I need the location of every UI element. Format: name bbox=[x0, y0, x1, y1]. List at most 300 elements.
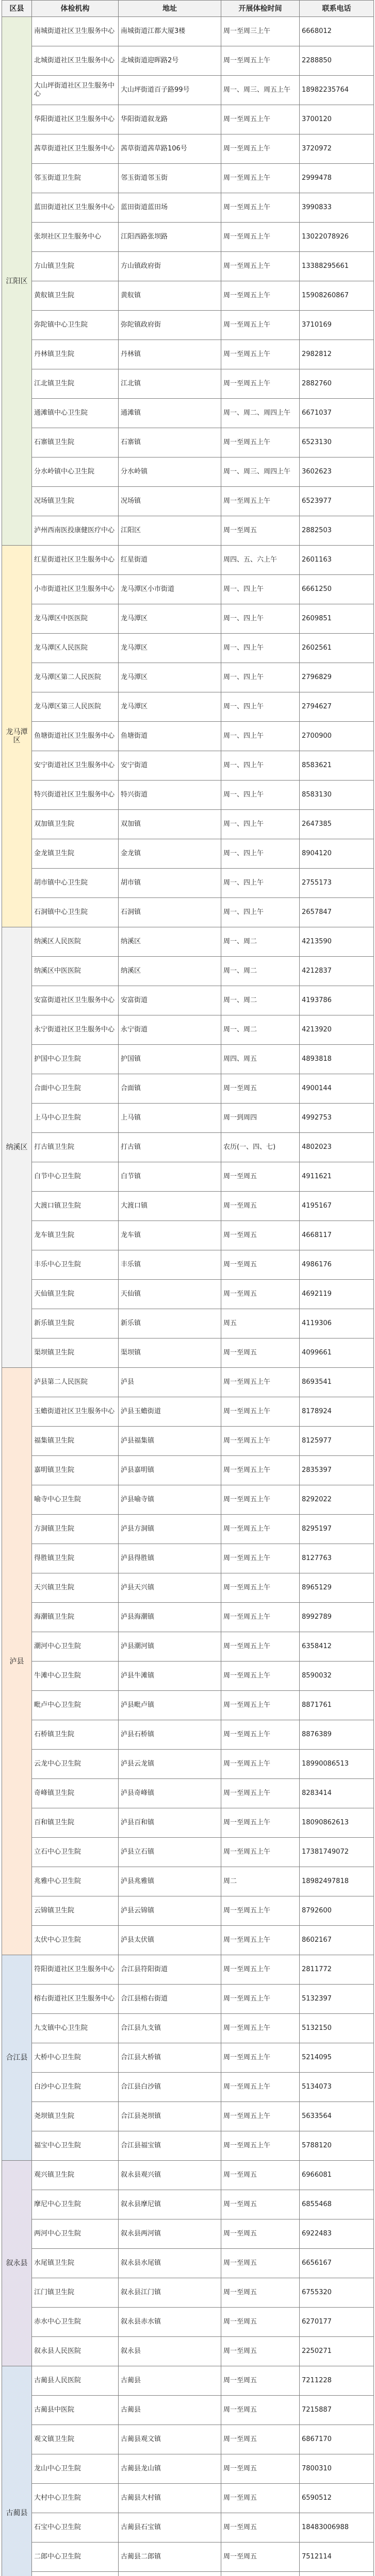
time-cell: 周一至周五上午 bbox=[221, 1397, 300, 1427]
address-cell: 合面镇 bbox=[119, 1074, 221, 1104]
time-cell: 周一至周五上午 bbox=[221, 105, 300, 134]
address-cell: 泸县天兴镇 bbox=[119, 1573, 221, 1603]
time-cell: 周一至周五 bbox=[221, 2396, 300, 2425]
address-cell: 合江县大桥镇 bbox=[119, 2043, 221, 2073]
table-row bbox=[2, 1338, 374, 1368]
institution-cell: 赤水中心卫生院 bbox=[32, 2308, 119, 2337]
time-cell: 周一至周五 bbox=[221, 516, 300, 546]
institution-cell: 安宁街道社区卫生服务中心 bbox=[32, 751, 119, 781]
address-cell: 丹林镇 bbox=[119, 340, 221, 369]
table-row bbox=[2, 17, 374, 46]
address-cell: 白节镇 bbox=[119, 1162, 221, 1192]
phone-cell: 2811772 bbox=[300, 1955, 374, 1985]
checkup-institution-table bbox=[2, 0, 374, 2576]
table-row bbox=[2, 1838, 374, 1867]
time-cell: 周一至周五 bbox=[221, 1074, 300, 1104]
institution-cell: 小市街道社区卫生服务中心 bbox=[32, 575, 119, 604]
phone-cell: 8583621 bbox=[300, 751, 374, 781]
phone-cell: 3990833 bbox=[300, 193, 374, 223]
institution-cell: 打古镇卫生院 bbox=[32, 1133, 119, 1162]
institution-cell: 张坝社区卫生服务中心 bbox=[32, 223, 119, 252]
phone-cell: 8876389 bbox=[300, 1720, 374, 1750]
table-row bbox=[2, 1015, 374, 1045]
institution-cell: 大山坪街道社区卫生服务中心 bbox=[32, 76, 119, 105]
table-row bbox=[2, 1162, 374, 1192]
address-cell: 纳溪区 bbox=[119, 927, 221, 957]
phone-cell: 15908260867 bbox=[300, 281, 374, 311]
table-row bbox=[2, 2543, 374, 2572]
table-row bbox=[2, 575, 374, 604]
phone-cell: 8125977 bbox=[300, 1427, 374, 1456]
address-cell: 新乐镇 bbox=[119, 1309, 221, 1338]
phone-cell: 8871761 bbox=[300, 1691, 374, 1720]
table-row bbox=[2, 223, 374, 252]
phone-cell: 6590512 bbox=[300, 2484, 374, 2513]
table-row bbox=[2, 1368, 374, 1397]
phone-cell: 2999478 bbox=[300, 164, 374, 193]
institution-cell: 大桥中心卫生院 bbox=[32, 2043, 119, 2073]
address-cell: 胡市镇 bbox=[119, 869, 221, 898]
institution-cell: 石宝中心卫生院 bbox=[32, 2513, 119, 2543]
table-row bbox=[2, 311, 374, 340]
institution-cell: 渠坝镇卫生院 bbox=[32, 1338, 119, 1368]
phone-cell: 5132397 bbox=[300, 1985, 374, 2014]
phone-cell: 3710169 bbox=[300, 311, 374, 340]
time-cell: 周一至周五上午 bbox=[221, 1720, 300, 1750]
time-cell: 周一至周三上午 bbox=[221, 17, 300, 46]
phone-cell: 8178924 bbox=[300, 1397, 374, 1427]
address-cell: 龙马潭区 bbox=[119, 692, 221, 722]
table-row bbox=[2, 1133, 374, 1162]
table-row bbox=[2, 134, 374, 164]
institution-cell: 邻玉街道卫生院 bbox=[32, 164, 119, 193]
time-cell: 周一至周五上午 bbox=[221, 1427, 300, 1456]
time-cell: 周一至周五上午 bbox=[221, 2073, 300, 2102]
time-cell: 周五 bbox=[221, 1309, 300, 1338]
time-cell: 周一至周五 bbox=[221, 1221, 300, 1250]
address-cell: 通滩镇 bbox=[119, 399, 221, 428]
phone-cell: 4911621 bbox=[300, 1162, 374, 1192]
phone-cell: 6668012 bbox=[300, 17, 374, 46]
institution-cell: 丰乐中心卫生院 bbox=[32, 1250, 119, 1280]
institution-cell: 丹林镇卫生院 bbox=[32, 340, 119, 369]
table-row bbox=[2, 252, 374, 281]
table-row bbox=[2, 2190, 374, 2219]
time-cell: 周一至周五 bbox=[221, 2425, 300, 2454]
header-phone: 联系电话 bbox=[300, 1, 374, 17]
time-cell: 周一、四上午 bbox=[221, 781, 300, 810]
time-cell: 周二 bbox=[221, 1867, 300, 1896]
time-cell: 周一、四上午 bbox=[221, 839, 300, 869]
table-row bbox=[2, 2484, 374, 2513]
institution-cell: 石寨镇卫生院 bbox=[32, 428, 119, 457]
table-row bbox=[2, 957, 374, 986]
institution-cell: 榕右街道社区卫生服务中心 bbox=[32, 1985, 119, 2014]
institution-cell: 符阳街道社区卫生服务中心 bbox=[32, 1955, 119, 1985]
time-cell: 周一至周五上午 bbox=[221, 369, 300, 399]
institution-cell: 龙马潭区第二人民医院 bbox=[32, 663, 119, 692]
time-cell: 周一至周五上午 bbox=[221, 1779, 300, 1808]
institution-cell: 龙马潭区人民医院 bbox=[32, 634, 119, 663]
phone-cell: 3602623 bbox=[300, 457, 374, 487]
time-cell: 周一至周五 bbox=[221, 1192, 300, 1221]
table-row bbox=[2, 546, 374, 575]
address-cell: 泸县立石镇 bbox=[119, 1838, 221, 1867]
address-cell: 龙马潭区 bbox=[119, 634, 221, 663]
address-cell: 江阳西路张坝路 bbox=[119, 223, 221, 252]
institution-cell: 鱼塘街道社区卫生服务中心 bbox=[32, 722, 119, 751]
institution-cell: 福宝中心卫生院 bbox=[32, 2131, 119, 2161]
phone-cell: 8283414 bbox=[300, 1779, 374, 1808]
table-row bbox=[2, 2572, 374, 2576]
address-cell: 石洞镇 bbox=[119, 898, 221, 927]
address-cell: 泸县玉蟾街道 bbox=[119, 1397, 221, 1427]
institution-cell: 石洞镇中心卫生院 bbox=[32, 898, 119, 927]
table-row bbox=[2, 1926, 374, 1955]
phone-cell: 5134073 bbox=[300, 2073, 374, 2102]
phone-cell: 7211228 bbox=[300, 2366, 374, 2396]
table-row bbox=[2, 1691, 374, 1720]
address-cell: 丰乐镇 bbox=[119, 1250, 221, 1280]
time-cell: 周一至周五 bbox=[221, 2366, 300, 2396]
table-row bbox=[2, 2513, 374, 2543]
institution-cell: 况场镇卫生院 bbox=[32, 487, 119, 516]
address-cell bbox=[119, 2572, 221, 2576]
address-cell: 特兴街道 bbox=[119, 781, 221, 810]
time-cell: 周一至周五上午 bbox=[221, 1838, 300, 1867]
institution-cell: 太伏中心卫生院 bbox=[32, 1926, 119, 1955]
address-cell: 龙车镇 bbox=[119, 1221, 221, 1250]
time-cell: 周一、四上午 bbox=[221, 810, 300, 839]
institution-cell: 特兴街道社区卫生服务中心 bbox=[32, 781, 119, 810]
time-cell: 周一至周五上午 bbox=[221, 164, 300, 193]
address-cell: 况场镇 bbox=[119, 487, 221, 516]
table-row bbox=[2, 281, 374, 311]
institution-cell: 华阳街道社区卫生服务中心 bbox=[32, 105, 119, 134]
address-cell: 江阳区 bbox=[119, 516, 221, 546]
institution-cell: 双加镇卫生院 bbox=[32, 810, 119, 839]
phone-cell: 2647385 bbox=[300, 810, 374, 839]
institution-cell: 弥陀镇中心卫生院 bbox=[32, 311, 119, 340]
institution-cell: 方山镇卫生院 bbox=[32, 252, 119, 281]
time-cell: 周一至周五上午 bbox=[221, 2131, 300, 2161]
time-cell: 周一至周五 bbox=[221, 2454, 300, 2484]
time-cell: 周一、四上午 bbox=[221, 634, 300, 663]
time-cell: 周一至周五上午 bbox=[221, 193, 300, 223]
phone-cell: 8792600 bbox=[300, 1896, 374, 1926]
phone-cell: 17381749072 bbox=[300, 1838, 374, 1867]
address-cell: 古蔺县大村镇 bbox=[119, 2484, 221, 2513]
institution-cell: 云锦镇卫生院 bbox=[32, 1896, 119, 1926]
time-cell: 周一至周五上午 bbox=[221, 1691, 300, 1720]
address-cell: 古蔺县 bbox=[119, 2366, 221, 2396]
address-cell: 龙马潭区 bbox=[119, 604, 221, 634]
phone-cell: 4692119 bbox=[300, 1280, 374, 1309]
institution-cell: 金龙镇卫生院 bbox=[32, 839, 119, 869]
table-row bbox=[2, 428, 374, 457]
table-row bbox=[2, 1779, 374, 1808]
time-cell: 周一至周五上午 bbox=[221, 1955, 300, 1985]
phone-cell: 6966081 bbox=[300, 2161, 374, 2190]
table-row bbox=[2, 1104, 374, 1133]
address-cell: 叙永县两河镇 bbox=[119, 2219, 221, 2249]
institution-cell: 上马中心卫生院 bbox=[32, 1104, 119, 1133]
address-cell: 泸县百和镇 bbox=[119, 1808, 221, 1838]
institution-cell: 胡市镇中心卫生院 bbox=[32, 869, 119, 898]
table-row bbox=[2, 839, 374, 869]
address-cell: 古蔺县石宝镇 bbox=[119, 2513, 221, 2543]
institution-cell: 奇峰镇卫生院 bbox=[32, 1779, 119, 1808]
region-cell: 纳溪区 bbox=[2, 927, 32, 1368]
phone-cell: 2700900 bbox=[300, 722, 374, 751]
time-cell: 周一、四上午 bbox=[221, 663, 300, 692]
phone-cell: 2657847 bbox=[300, 898, 374, 927]
phone-cell: 4193786 bbox=[300, 986, 374, 1015]
institution-cell: 新乐镇卫生院 bbox=[32, 1309, 119, 1338]
institution-cell: 喻寺中心卫生院 bbox=[32, 1485, 119, 1515]
time-cell: 周一至周五上午 bbox=[221, 1456, 300, 1485]
phone-cell: 5132150 bbox=[300, 2014, 374, 2043]
header-region: 区县 bbox=[2, 1, 32, 17]
institution-cell: 水尾镇卫生院 bbox=[32, 2249, 119, 2278]
address-cell: 泸县云龙镇 bbox=[119, 1750, 221, 1779]
time-cell: 周一至周五上午 bbox=[221, 1603, 300, 1632]
time-cell: 周四、五、六上午 bbox=[221, 546, 300, 575]
time-cell: 周一、周二 bbox=[221, 1015, 300, 1045]
address-cell: 邻玉街道邻玉街 bbox=[119, 164, 221, 193]
institution-cell: 潮河中心卫生院 bbox=[32, 1632, 119, 1662]
institution-cell: 分水岭镇中心卫生院 bbox=[32, 457, 119, 487]
time-cell: 周一至周五 bbox=[221, 2543, 300, 2572]
address-cell: 金龙镇 bbox=[119, 839, 221, 869]
address-cell: 泸县太伏镇 bbox=[119, 1926, 221, 1955]
institution-cell bbox=[32, 2572, 119, 2576]
institution-cell: 叙永县人民医院 bbox=[32, 2337, 119, 2366]
table-row bbox=[2, 986, 374, 1015]
phone-cell: 3720972 bbox=[300, 134, 374, 164]
phone-cell: 2609851 bbox=[300, 604, 374, 634]
phone-cell: 6656167 bbox=[300, 2249, 374, 2278]
table-row bbox=[2, 516, 374, 546]
table-row bbox=[2, 2278, 374, 2308]
time-cell: 周一、周三、周五上午 bbox=[221, 76, 300, 105]
institution-cell: 摩尼中心卫生院 bbox=[32, 2190, 119, 2219]
time-cell: 周一、周二 bbox=[221, 927, 300, 957]
table-row bbox=[2, 399, 374, 428]
time-cell: 周一至周五 bbox=[221, 2484, 300, 2513]
table-row bbox=[2, 781, 374, 810]
phone-cell: 4212837 bbox=[300, 957, 374, 986]
address-cell: 打古镇 bbox=[119, 1133, 221, 1162]
table-row bbox=[2, 1896, 374, 1926]
table-row bbox=[2, 1955, 374, 1985]
phone-cell: 2982812 bbox=[300, 340, 374, 369]
institution-cell: 得胜镇卫生院 bbox=[32, 1544, 119, 1573]
region-cell: 江阳区 bbox=[2, 17, 32, 546]
phone-cell: 2755173 bbox=[300, 869, 374, 898]
institution-cell: 大渡口镇卫生院 bbox=[32, 1192, 119, 1221]
institution-cell: 九支镇中心卫生院 bbox=[32, 2014, 119, 2043]
time-cell: 周一至周五 bbox=[221, 2337, 300, 2366]
address-cell: 渠坝镇 bbox=[119, 1338, 221, 1368]
time-cell: 周一至周五上午 bbox=[221, 2014, 300, 2043]
address-cell: 叙永县摩尼镇 bbox=[119, 2190, 221, 2219]
address-cell: 大山坪街道百子路99号 bbox=[119, 76, 221, 105]
institution-cell: 龙车镇卫生院 bbox=[32, 1221, 119, 1250]
address-cell: 泸县喻寺镇 bbox=[119, 1485, 221, 1515]
table-row bbox=[2, 2425, 374, 2454]
address-cell: 泸县云锦镇 bbox=[119, 1896, 221, 1926]
institution-cell: 北城街道社区卫生服务中心 bbox=[32, 46, 119, 76]
phone-cell: 2288850 bbox=[300, 46, 374, 76]
institution-cell: 茜草街道社区卫生服务中心 bbox=[32, 134, 119, 164]
institution-cell: 安富街道社区卫生服务中心 bbox=[32, 986, 119, 1015]
time-cell: 周一至周五上午 bbox=[221, 1368, 300, 1397]
table-row bbox=[2, 2073, 374, 2102]
time-cell: 周一至周五上午 bbox=[221, 1808, 300, 1838]
time-cell: 周一至周五 bbox=[221, 2219, 300, 2249]
time-cell: 周一、四上午 bbox=[221, 869, 300, 898]
phone-cell: 6523130 bbox=[300, 428, 374, 457]
table-row bbox=[2, 1632, 374, 1662]
time-cell bbox=[221, 2572, 300, 2576]
address-cell: 合江县白沙镇 bbox=[119, 2073, 221, 2102]
institution-cell: 古蔺县人民医院 bbox=[32, 2366, 119, 2396]
table-row bbox=[2, 457, 374, 487]
institution-cell: 玉蟾街道社区卫生服务中心 bbox=[32, 1397, 119, 1427]
phone-cell: 4213590 bbox=[300, 927, 374, 957]
time-cell: 周四、周五 bbox=[221, 1045, 300, 1074]
time-cell: 周一、四上午 bbox=[221, 751, 300, 781]
table-row bbox=[2, 1074, 374, 1104]
phone-cell: 8693541 bbox=[300, 1368, 374, 1397]
phone-cell: 8904120 bbox=[300, 839, 374, 869]
address-cell: 古蔺县二郎镇 bbox=[119, 2543, 221, 2572]
institution-cell: 立石中心卫生院 bbox=[32, 1838, 119, 1867]
table-row bbox=[2, 1808, 374, 1838]
phone-cell: 7800310 bbox=[300, 2454, 374, 2484]
table-row bbox=[2, 2337, 374, 2366]
institution-cell: 观文镇卫生院 bbox=[32, 2425, 119, 2454]
institution-cell: 龙山中心卫生院 bbox=[32, 2454, 119, 2484]
address-cell: 古蔺县龙山镇 bbox=[119, 2454, 221, 2484]
table-row bbox=[2, 634, 374, 663]
table-row bbox=[2, 369, 374, 399]
region-cell: 合江县 bbox=[2, 1955, 32, 2161]
institution-cell: 云龙中心卫生院 bbox=[32, 1750, 119, 1779]
phone-cell: 7512114 bbox=[300, 2543, 374, 2572]
institution-cell: 红星街道社区卫生服务中心 bbox=[32, 546, 119, 575]
address-cell: 叙永县观兴镇 bbox=[119, 2161, 221, 2190]
phone-cell: 4992753 bbox=[300, 1104, 374, 1133]
institution-cell: 永宁街道社区卫生服务中心 bbox=[32, 1015, 119, 1045]
address-cell: 泸县嘉明镇 bbox=[119, 1456, 221, 1485]
time-cell: 周一至周五上午 bbox=[221, 281, 300, 311]
time-cell: 周一、四上午 bbox=[221, 575, 300, 604]
address-cell: 古蔺县 bbox=[119, 2396, 221, 2425]
phone-cell: 4986176 bbox=[300, 1250, 374, 1280]
table-row bbox=[2, 105, 374, 134]
table-row bbox=[2, 1427, 374, 1456]
institution-cell: 白沙中心卫生院 bbox=[32, 2073, 119, 2102]
address-cell: 方山镇政府街 bbox=[119, 252, 221, 281]
institution-cell: 江北镇卫生院 bbox=[32, 369, 119, 399]
phone-cell: 8127763 bbox=[300, 1544, 374, 1573]
table-row bbox=[2, 1985, 374, 2014]
table-row bbox=[2, 487, 374, 516]
phone-cell: 18990086513 bbox=[300, 1750, 374, 1779]
institution-cell: 嘉明镇卫生院 bbox=[32, 1456, 119, 1485]
phone-cell: 6867170 bbox=[300, 2425, 374, 2454]
table-row bbox=[2, 604, 374, 634]
time-cell: 周一至周五 bbox=[221, 2161, 300, 2190]
address-cell: 大渡口镇 bbox=[119, 1192, 221, 1221]
table-row bbox=[2, 2366, 374, 2396]
phone-cell: 4893818 bbox=[300, 1045, 374, 1074]
time-cell: 周一、四上午 bbox=[221, 898, 300, 927]
phone-cell: 2601163 bbox=[300, 546, 374, 575]
address-cell: 泸县石桥镇 bbox=[119, 1720, 221, 1750]
address-cell: 龙马潭区小市街道 bbox=[119, 575, 221, 604]
address-cell: 永宁街道 bbox=[119, 1015, 221, 1045]
institution-cell: 福集镇卫生院 bbox=[32, 1427, 119, 1456]
institution-cell: 龙马潭区中医医院 bbox=[32, 604, 119, 634]
address-cell: 泸县方洞镇 bbox=[119, 1515, 221, 1544]
region-cell: 龙马潭区 bbox=[2, 546, 32, 927]
institution-cell: 两河中心卫生院 bbox=[32, 2219, 119, 2249]
time-cell: 周一至周五上午 bbox=[221, 1544, 300, 1573]
table-row bbox=[2, 1573, 374, 1603]
address-cell: 江北镇 bbox=[119, 369, 221, 399]
address-cell: 泸县兆雅镇 bbox=[119, 1867, 221, 1896]
phone-cell: 2250271 bbox=[300, 2337, 374, 2366]
phone-cell: 8602167 bbox=[300, 1926, 374, 1955]
time-cell: 周一至周五上午 bbox=[221, 252, 300, 281]
table-row bbox=[2, 927, 374, 957]
phone-cell: 8992789 bbox=[300, 1603, 374, 1632]
time-cell: 周一至周五上午 bbox=[221, 2102, 300, 2131]
phone-cell: 8590032 bbox=[300, 1662, 374, 1691]
table-row bbox=[2, 663, 374, 692]
address-cell: 叙永县赤水镇 bbox=[119, 2308, 221, 2337]
time-cell: 周一至周五 bbox=[221, 1250, 300, 1280]
time-cell: 周一、周二 bbox=[221, 957, 300, 986]
phone-cell: 5214095 bbox=[300, 2043, 374, 2073]
address-cell: 叙永县 bbox=[119, 2337, 221, 2366]
institution-cell: 天仙镇卫生院 bbox=[32, 1280, 119, 1309]
time-cell: 周一至周五上午 bbox=[221, 1573, 300, 1603]
institution-cell: 龙马潭区第三人民医院 bbox=[32, 692, 119, 722]
phone-cell: 8292022 bbox=[300, 1485, 374, 1515]
table-row bbox=[2, 2043, 374, 2073]
table-row bbox=[2, 1221, 374, 1250]
institution-cell: 方洞镇卫生院 bbox=[32, 1515, 119, 1544]
address-cell: 合江县福宝镇 bbox=[119, 2131, 221, 2161]
phone-cell: 18090862613 bbox=[300, 1808, 374, 1838]
time-cell: 周一、四上午 bbox=[221, 692, 300, 722]
phone-cell: 2794627 bbox=[300, 692, 374, 722]
institution-cell: 泸县第二人民医院 bbox=[32, 1368, 119, 1397]
phone-cell: 8583130 bbox=[300, 781, 374, 810]
header-address: 地址 bbox=[119, 1, 221, 17]
institution-cell: 天兴镇卫生院 bbox=[32, 1573, 119, 1603]
time-cell: 周一至周五上午 bbox=[221, 2043, 300, 2073]
institution-cell: 泸州西南医投康健医疗中心 bbox=[32, 516, 119, 546]
institution-cell: 古蔺县中医院 bbox=[32, 2396, 119, 2425]
address-cell: 鱼塘街道 bbox=[119, 722, 221, 751]
institution-cell: 海潮镇卫生院 bbox=[32, 1603, 119, 1632]
table-row bbox=[2, 1662, 374, 1691]
